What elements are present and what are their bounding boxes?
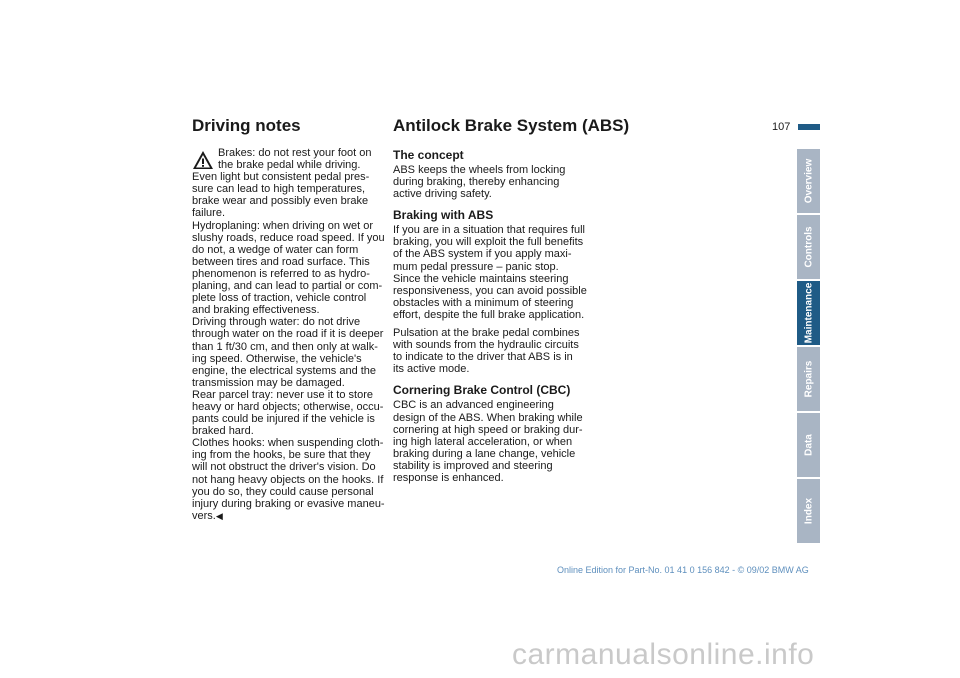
text-line: through water on the road if it is deeper bbox=[192, 328, 384, 341]
text-line: Pulsation at the brake pedal combines bbox=[393, 327, 580, 340]
text-line: Driving through water: do not drive bbox=[192, 316, 361, 329]
text-line: the brake pedal while driving. bbox=[218, 159, 361, 172]
driving-notes-column bbox=[192, 147, 384, 522]
text-line: and braking effectiveness. bbox=[192, 304, 320, 317]
text-line: failure. bbox=[192, 207, 226, 220]
tab-data[interactable] bbox=[797, 413, 820, 477]
text-line: you do so, they could cause personal bbox=[192, 485, 374, 498]
text-line: slushy roads, reduce road speed. If you bbox=[192, 231, 385, 244]
text-line: ing high lateral acceleration, or when bbox=[393, 435, 573, 448]
text-line: ABS keeps the wheels from locking bbox=[393, 164, 566, 176]
text-line: braking during a lane change, vehicle bbox=[393, 447, 576, 460]
text-line: stability is improved and steering bbox=[393, 459, 553, 472]
text-line: heavy or hard objects; otherwise, occu- bbox=[192, 400, 384, 413]
text-line: response is enhanced. bbox=[393, 471, 504, 484]
braking-heading: Braking with ABS bbox=[393, 208, 494, 223]
text-line: cornering at high speed or braking dur- bbox=[393, 423, 583, 436]
text-line: braking, you will exploit the full benefits bbox=[393, 236, 584, 249]
footer-edition-note: Online Edition for Part-No. 01 41 0 156 842 - © 09/02 BMW AG bbox=[557, 565, 809, 575]
text-line: transmission may be damaged. bbox=[192, 376, 345, 389]
text-line: mum pedal pressure – panic stop. bbox=[393, 260, 559, 273]
text-line: sure can lead to high temperatures, bbox=[192, 183, 366, 196]
text-line: to indicate to the driver that ABS is in bbox=[393, 351, 573, 364]
text-line: phenomenon is referred to as hydro- bbox=[192, 267, 370, 280]
text-line: obstacles with a minimum of steering bbox=[393, 296, 574, 309]
text-line: do not, a wedge of water can form bbox=[192, 243, 359, 256]
text-line: effort, despite the full brake application. bbox=[393, 308, 585, 321]
text-line: engine, the electrical systems and the bbox=[192, 364, 377, 377]
text-line: brake wear and possibly even brake bbox=[192, 195, 369, 208]
right-section-title: Antilock Brake System (ABS) bbox=[393, 116, 630, 135]
text-line: will not obstruct the driver's vision. Do bbox=[192, 461, 376, 474]
tab-overview[interactable] bbox=[797, 149, 820, 213]
text-line: braked hard. bbox=[192, 425, 254, 438]
text-line: If you are in a situation that requires full bbox=[393, 224, 585, 237]
text-line: Brakes: do not rest your foot on bbox=[218, 147, 372, 159]
text-line: pants could be injured if the vehicle is bbox=[192, 413, 375, 426]
text-line: design of the ABS. When braking while bbox=[393, 411, 583, 424]
text-line: injury during braking or evasive maneu- bbox=[192, 497, 385, 510]
concept-heading: The concept bbox=[393, 148, 464, 162]
page-number: 107 bbox=[772, 121, 791, 133]
text-line: between tires and road surface. This bbox=[192, 255, 370, 268]
tab-label: Maintenance bbox=[803, 282, 814, 344]
text-line: ing speed. Otherwise, the vehicle's bbox=[192, 352, 362, 365]
text-line-last bbox=[192, 510, 384, 522]
tab-index[interactable] bbox=[797, 479, 820, 543]
text-line: ing from the hooks, be sure that they bbox=[192, 449, 371, 462]
tab-label: Data bbox=[803, 434, 814, 456]
left-section-title: Driving notes bbox=[192, 116, 301, 135]
text-fragment: vers. bbox=[192, 509, 216, 522]
abs-column bbox=[393, 148, 585, 490]
text-line: Hydroplaning: when driving on wet or bbox=[192, 219, 373, 232]
tab-repairs[interactable] bbox=[797, 347, 820, 411]
text-line: than 1 ft/30 cm, and then only at walk- bbox=[192, 340, 378, 353]
tab-label: Controls bbox=[803, 226, 814, 268]
tab-controls[interactable] bbox=[797, 215, 820, 279]
end-of-section-mark: ◀ bbox=[215, 510, 223, 521]
tab-label: Repairs bbox=[803, 360, 814, 398]
text-line: not hang heavy objects on the hooks. If bbox=[192, 473, 384, 486]
text-line: with sounds from the hydraulic circuits bbox=[393, 339, 579, 352]
text-line: Even light but consistent pedal pres- bbox=[192, 171, 370, 184]
text-line: responsiveness, you can avoid possible bbox=[393, 284, 587, 297]
tab-label: Index bbox=[803, 497, 814, 525]
watermark: carmanualsonline.info bbox=[512, 638, 815, 671]
text-line: of the ABS system if you apply maxi- bbox=[393, 248, 572, 261]
text-line: Since the vehicle maintains steering bbox=[393, 272, 569, 285]
text-line: CBC is an advanced engineering bbox=[393, 399, 554, 412]
text-line: planing, and can lead to partial or com- bbox=[192, 280, 383, 293]
text-line: Rear parcel tray: never use it to store bbox=[192, 388, 373, 401]
text-line: plete loss of traction, vehicle control bbox=[192, 292, 367, 305]
warning-triangle-icon bbox=[192, 150, 214, 170]
text-line: its active mode. bbox=[393, 363, 470, 376]
section-tabs bbox=[797, 149, 820, 545]
text-line: Clothes hooks: when suspending cloth- bbox=[192, 437, 384, 450]
tab-maintenance[interactable] bbox=[797, 281, 820, 345]
page-number-marker bbox=[798, 124, 820, 130]
cbc-heading: Cornering Brake Control (CBC) bbox=[393, 383, 571, 398]
tab-label: Overview bbox=[803, 158, 814, 204]
text-line: active driving safety. bbox=[393, 188, 492, 201]
text-line: during braking, thereby enhancing bbox=[393, 176, 560, 189]
